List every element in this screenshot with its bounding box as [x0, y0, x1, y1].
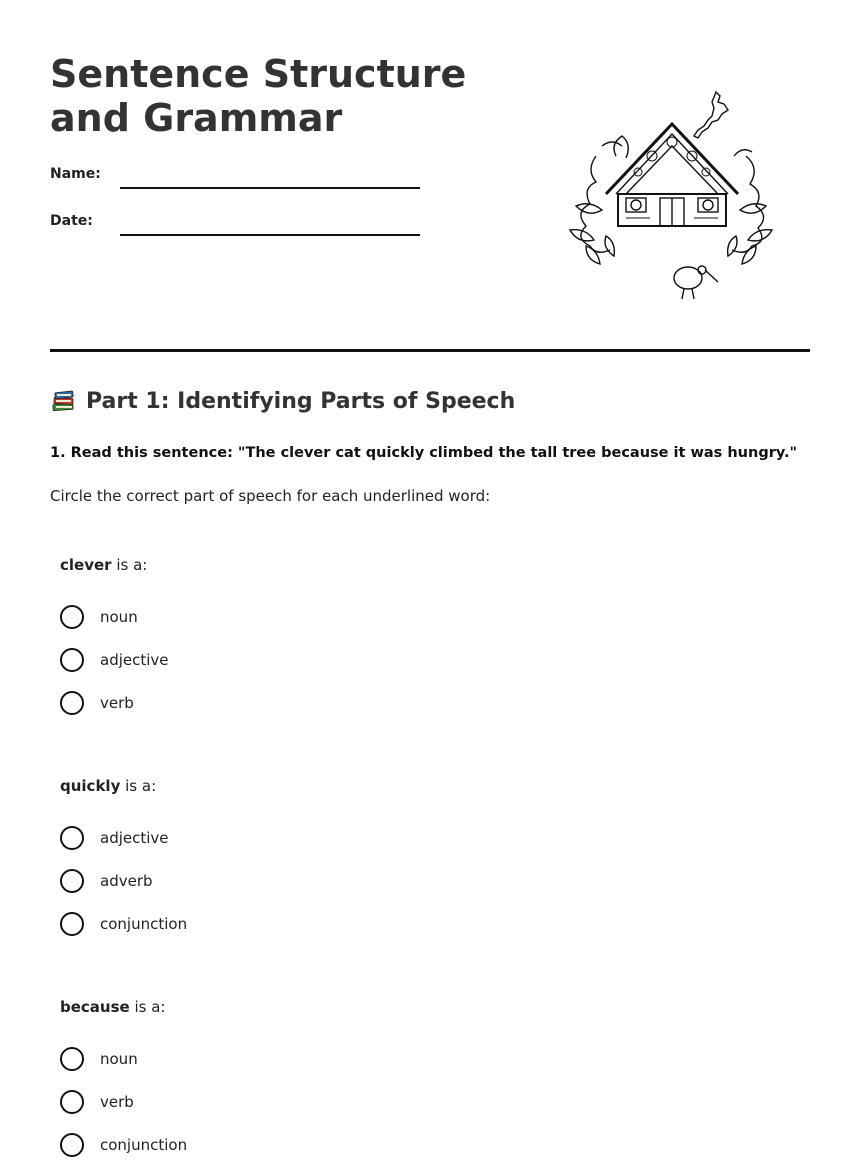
radio-circle[interactable]	[60, 1133, 84, 1157]
option-noun[interactable]	[60, 595, 460, 638]
radio-circle[interactable]	[60, 691, 84, 715]
group-label	[60, 775, 460, 797]
target-word: clever	[60, 556, 112, 574]
page-title: Sentence Structure and Grammar	[50, 52, 467, 140]
group-label	[60, 554, 460, 576]
option-label: verb	[100, 1092, 134, 1111]
option-adjective[interactable]	[60, 638, 460, 681]
option-label: conjunction	[100, 1135, 188, 1154]
option-verb[interactable]	[60, 681, 460, 724]
date-label: Date:	[50, 213, 93, 229]
option-conjunction[interactable]	[60, 1123, 460, 1166]
option-label: adjective	[100, 828, 169, 847]
option-label: noun	[100, 1049, 138, 1068]
radio-circle[interactable]	[60, 1047, 84, 1071]
target-word: quickly	[60, 777, 121, 795]
group-label-suffix: is a:	[111, 556, 148, 574]
option-conjunction[interactable]	[60, 902, 460, 945]
option-label: verb	[100, 693, 134, 712]
radio-circle[interactable]	[60, 605, 84, 629]
group-label-suffix: is a:	[120, 777, 157, 795]
section-heading	[50, 388, 515, 414]
target-word: because	[60, 998, 130, 1016]
section-heading-text: Part 1: Identifying Parts of Speech	[86, 388, 516, 414]
name-label: Name:	[50, 166, 101, 182]
option-verb[interactable]	[60, 1080, 460, 1123]
option-label: adverb	[100, 871, 153, 890]
option-label: adjective	[100, 650, 169, 669]
date-field[interactable]	[120, 234, 420, 236]
radio-circle[interactable]	[60, 826, 84, 850]
option-adverb[interactable]	[60, 859, 460, 902]
option-label: conjunction	[100, 914, 188, 933]
books-icon	[50, 388, 76, 414]
group-label-suffix: is a:	[129, 998, 166, 1016]
radio-circle[interactable]	[60, 1090, 84, 1114]
question-prompt: 1. Read this sentence: "The clever cat quickly climbed the tall tree because it was hungry."	[50, 445, 798, 461]
question-instruction: Circle the correct part of speech for each underlined word:	[50, 487, 491, 505]
question-group-because	[60, 996, 460, 1166]
wharenui-kiwi-illustration	[556, 86, 786, 304]
radio-circle[interactable]	[60, 912, 84, 936]
option-label: noun	[100, 607, 138, 626]
question-group-clever	[60, 554, 460, 724]
group-label	[60, 996, 460, 1018]
question-group-quickly	[60, 775, 460, 945]
name-field[interactable]	[120, 187, 420, 189]
radio-circle[interactable]	[60, 869, 84, 893]
radio-circle[interactable]	[60, 648, 84, 672]
option-adjective[interactable]	[60, 816, 460, 859]
section-divider	[50, 349, 810, 352]
option-noun[interactable]	[60, 1037, 460, 1080]
